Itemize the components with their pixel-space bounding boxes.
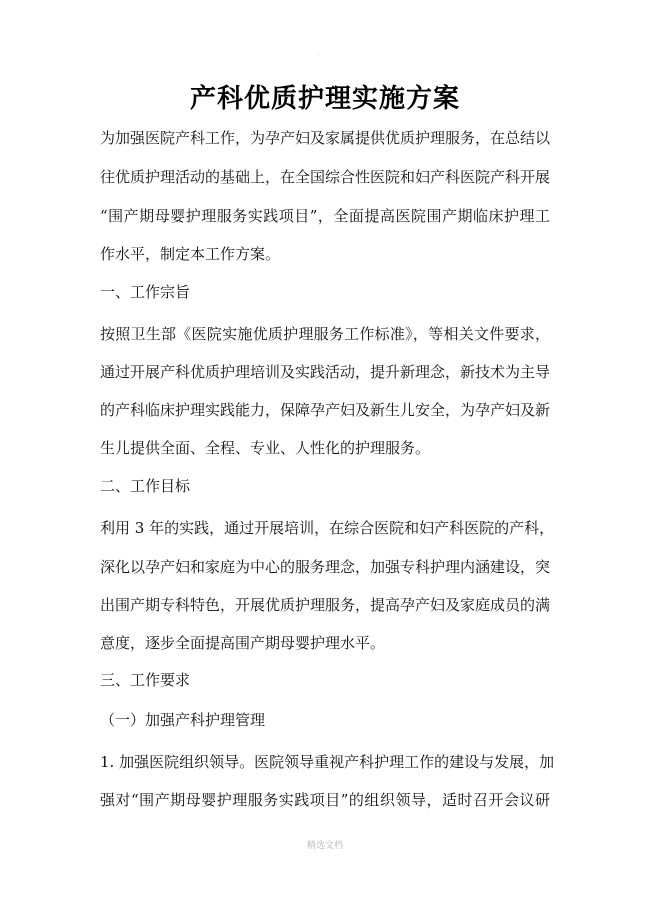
footer-watermark: 精选文档 [306, 841, 343, 851]
paragraph-line: 意度，逐步全面提高围产期母婴护理水平。 [100, 634, 386, 652]
paragraph-line: 生儿提供全面、全程、专业、人性化的护理服务。 [100, 439, 431, 457]
section-heading: 二、工作目标 [100, 477, 191, 495]
top-dot-mark: . [318, 50, 320, 57]
section-heading: 三、工作要求 [100, 671, 191, 689]
intro-line: 为加强医院产科工作，为孕产妇及家属提供优质护理服务，在总结以 [100, 129, 551, 147]
intro-line: “围产期母婴护理服务实践项目”，全面提高医院围产期临床护理工 [100, 207, 550, 225]
paragraph-line: 按照卫生部《医院实施优质护理服务工作标准》，等相关文件要求， [100, 325, 550, 343]
paragraph-line: 的产科临床护理实践能力，保障孕产妇及新生儿安全，为孕产妇及新 [100, 401, 551, 419]
paragraph-line: 通过开展产科优质护理培训及实践活动，提升新理念，新技术为主导 [100, 363, 551, 381]
paragraph-line: 出围产期专科特色，开展优质护理服务，提高孕产妇及家庭成员的满 [100, 596, 551, 614]
paragraph-line: 1. 加强医院组织领导。医院领导重视产科护理工作的建设与发展，加 [100, 753, 555, 771]
section-heading: 一、工作宗旨 [100, 283, 191, 301]
subsection-heading: （一）加强产科护理管理 [100, 711, 266, 729]
paragraph-line: 深化以孕产妇和家庭为中心的服务理念，加强专科护理内涵建设，突 [100, 558, 551, 576]
paragraph-line: 强对“围产期母婴护理服务实践项目”的组织领导，适时召开会议研 [100, 791, 550, 809]
paragraph-line: 利用 3 年的实践，通过开展培训，在综合医院和妇产科医院的产科， [100, 519, 555, 537]
intro-line: 往优质护理活动的基础上，在全国综合性医院和妇产科医院产科开展 [100, 168, 551, 186]
document-title: 产科优质护理实施方案 [189, 84, 460, 114]
intro-line: 作水平，制定本工作方案。 [100, 245, 281, 263]
